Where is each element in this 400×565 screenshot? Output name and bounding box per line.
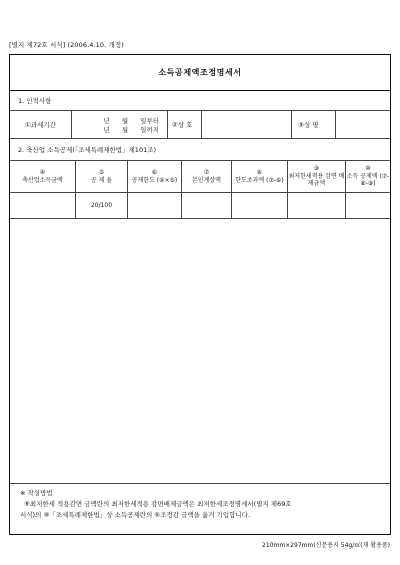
value-cell-3[interactable] — [128, 193, 182, 218]
period-from-text: 년 월 일부터 — [103, 116, 159, 125]
column-label: 공 제 율 — [90, 176, 113, 184]
value-cell-4[interactable] — [182, 193, 232, 218]
value-cell-1[interactable] — [10, 193, 76, 218]
deduction-table-header — [10, 161, 390, 193]
personal-info-row — [10, 111, 390, 139]
column-label: 한도초과액 (⑦-⑥) — [235, 176, 284, 184]
column-number: ⑥ — [151, 168, 158, 176]
column-header-2 — [76, 161, 128, 192]
column-label: 공제한도 (④×⑤) — [131, 176, 178, 184]
deduction-table-row — [10, 193, 390, 219]
form-number-label: [별지 제72호 서식] (2006.4.10. 개정) — [9, 41, 124, 49]
column-header-6 — [288, 161, 346, 192]
column-number: ④ — [39, 168, 46, 176]
column-header-7 — [346, 161, 390, 192]
column-label: 최저한세적용 감면 배제금액 — [288, 172, 345, 188]
column-number: ⑤ — [98, 168, 105, 176]
column-header-1 — [10, 161, 76, 192]
column-header-3 — [128, 161, 182, 192]
person-name-field[interactable] — [336, 111, 390, 138]
instructions-line-2: 서식)의 ⑨「조세특례제한법」상 소득공제란의 ⑤조정감 금액을 옮겨 기입합니다. — [20, 511, 251, 520]
tax-period-field[interactable] — [72, 111, 168, 138]
instructions-line-1: ⑨최저한세 적용감면 금액란의 최저한세적용 감면배제금액은 최저한세조정명세서(별지 제69호 — [24, 500, 292, 509]
deduction-rate-value: 20/100 — [90, 201, 113, 209]
instructions-heading: ※ 작성방법 — [20, 489, 53, 497]
column-number: ⑩ — [365, 164, 371, 172]
column-number: ⑨ — [313, 164, 320, 172]
section-livestock-heading: 2. 축산업 소득공제(「조세특례제한법」제101조) — [10, 139, 390, 161]
value-cell-7[interactable] — [346, 193, 390, 218]
tax-period-label: ①과세기간 — [10, 111, 72, 138]
column-header-5 — [232, 161, 288, 192]
column-label: 본인계상액 — [192, 176, 221, 184]
company-name-field[interactable] — [202, 111, 292, 138]
value-cell-2[interactable] — [76, 193, 128, 218]
value-cell-6[interactable] — [288, 193, 346, 218]
instructions — [10, 483, 390, 525]
column-label: 소득 공제액 (⑦-⑧-⑨) — [346, 172, 390, 188]
deduction-adjustment-form — [9, 54, 391, 535]
column-header-4 — [182, 161, 232, 192]
column-label: 축산업소득금액 — [22, 176, 63, 184]
section-personal-heading: 1. 인적사항 — [10, 91, 390, 111]
column-number: ⑧ — [256, 168, 263, 176]
value-cell-5[interactable] — [232, 193, 288, 218]
form-title: 소득공제액조정명세서 — [10, 55, 390, 91]
company-name-label: ②상 호 — [168, 111, 202, 138]
person-name-label: ③성 명 — [292, 111, 336, 138]
paper-spec: 210mm×297mm(신문용지 54g/㎡(재 활용품) — [262, 542, 390, 549]
column-number: ⑦ — [203, 168, 210, 176]
period-to-text: 년 월 일까지 — [103, 125, 159, 134]
